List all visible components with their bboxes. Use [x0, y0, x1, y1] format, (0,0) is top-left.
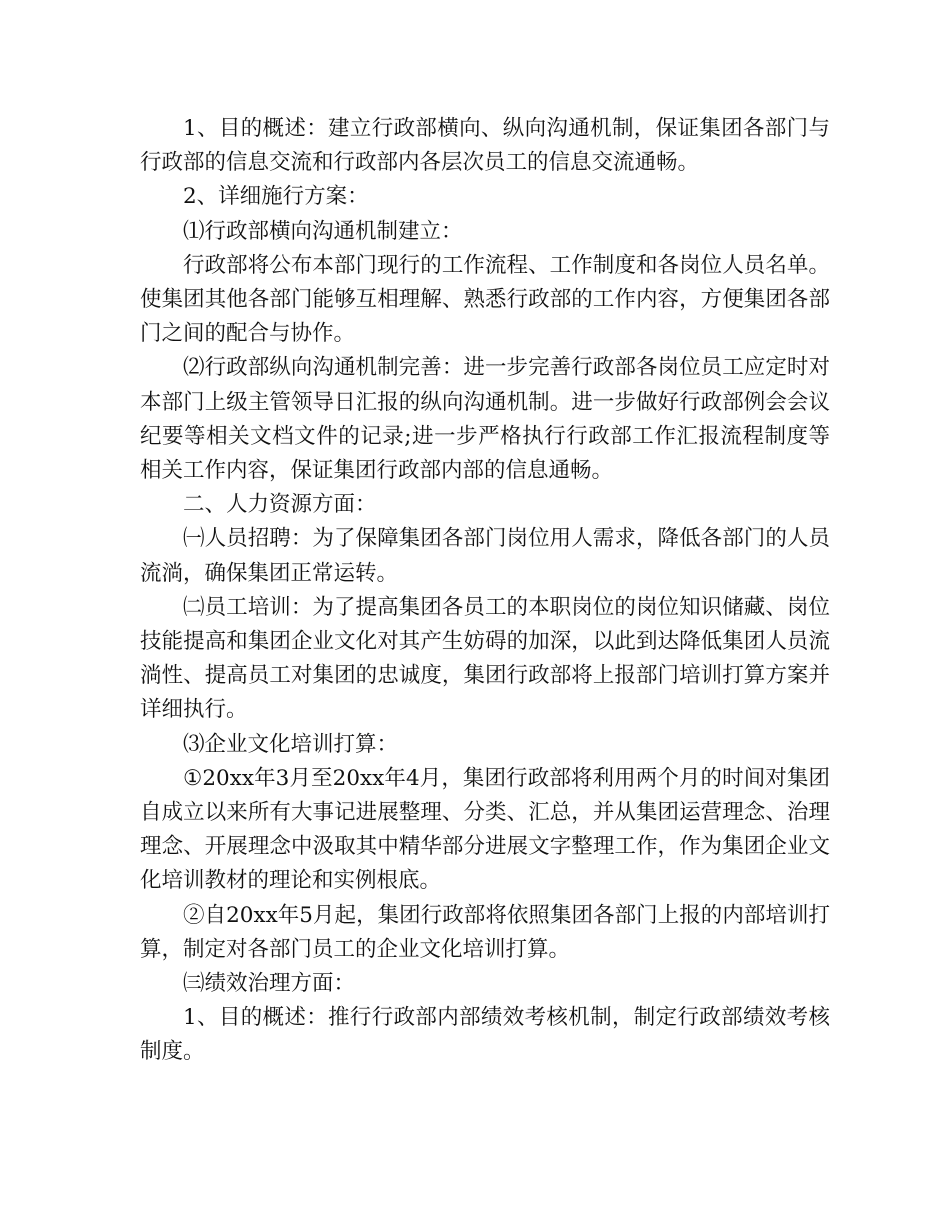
document-body: [140, 112, 830, 1070]
paragraph-objective-overview: 1、目的概述：建立行政部横向、纵向沟通机制，保证集团各部门与行政部的信息交流和行政部内各层次员工的信息交流通畅。: [140, 116, 830, 176]
paragraph-culture-training-heading: ⑶企业文化培训打算：: [183, 731, 399, 757]
section-heading-hr: 二、人力资源方面：: [183, 492, 377, 518]
paragraph-training: ㈡员工培训：为了提高集团各员工的本职岗位的岗位知识储藏、岗位技能提高和集团企业文化对其产生妨碍的加深，以此到达降低集团人员流淌性、提高员工对集团的忠诚度，集团行政部将上报部门培训打算方案并详细执行。: [140, 594, 830, 723]
paragraph-recruitment: ㈠人员招聘：为了保障集团各部门岗位用人需求，降低各部门的人员流淌，确保集团正常运转。: [140, 526, 830, 586]
section-heading-performance: ㈢绩效治理方面：: [183, 971, 356, 997]
paragraph-culture-plan-1: ①20xx年3月至20xx年4月，集团行政部将利用两个月的时间对集团自成立以来所有大事记进展整理、分类、汇总，并从集团运营理念、治理理念、开展理念中汲取其中精华部分进展文字整理工作，作为集团企业文化培训教材的理论和实例根底。: [140, 765, 830, 894]
paragraph-implementation-heading: 2、详细施行方案：: [183, 184, 369, 210]
paragraph-horizontal-heading: ⑴行政部横向沟通机制建立：: [183, 218, 463, 244]
paragraph-horizontal-body: 行政部将公布本部门现行的工作流程、工作制度和各岗位人员名单。使集团其他各部门能够互相理解、熟悉行政部的工作内容，方便集团各部门之间的配合与协作。: [140, 252, 830, 347]
paragraph-culture-plan-2: ②自20xx年5月起，集团行政部将依照集团各部门上报的内部培训打算，制定对各部门员工的企业文化培训打算。: [140, 902, 830, 962]
paragraph-vertical-body: ⑵行政部纵向沟通机制完善：进一步完善行政部各岗位员工应定时对本部门上级主管领导日汇报的纵向沟通机制。进一步做好行政部例会会议纪要等相关文档文件的记录;进一步严格执行行政部工作汇报流程制度等相关工作内容，保证集团行政部内部的信息通畅。: [140, 355, 830, 484]
paragraph-performance-objective: 1、目的概述：推行行政部内部绩效考核机制，制定行政部绩效考核制度。: [140, 1005, 830, 1065]
